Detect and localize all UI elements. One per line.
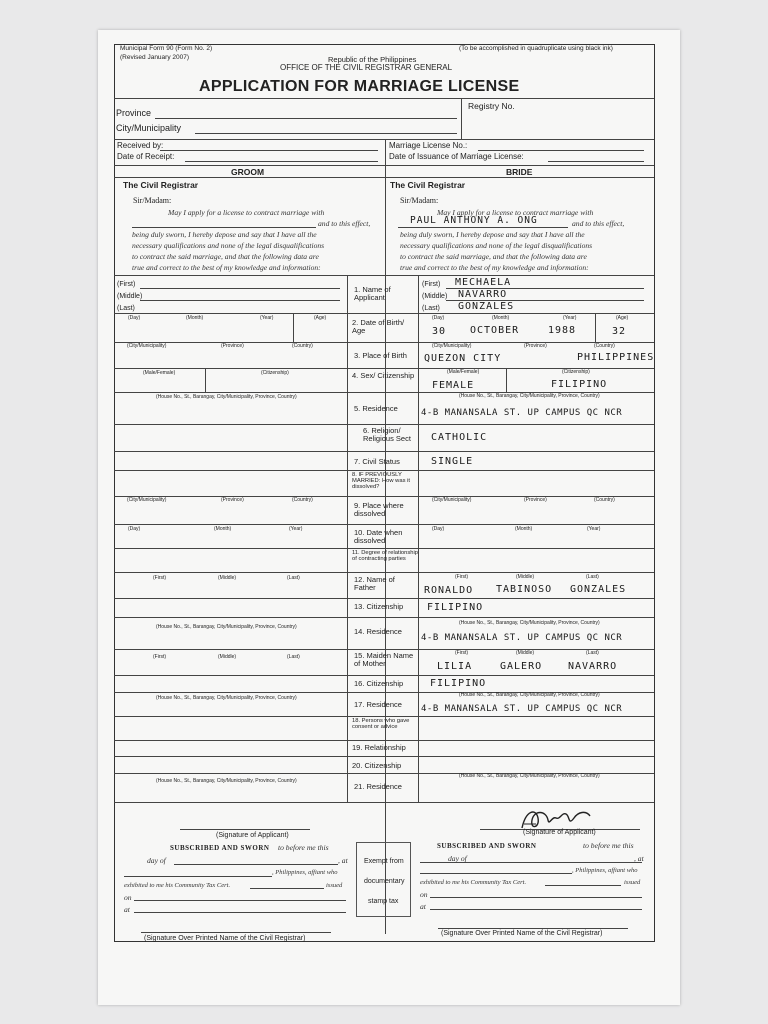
father-middle-name: TABINOSO — [496, 584, 553, 595]
date-receipt-label: Date of Receipt: — [117, 152, 175, 161]
bride-middle-name: NAVARRO — [458, 289, 508, 300]
form-number: Municipal Form 90 (Form No. 2) — [120, 45, 213, 52]
mother-citizenship: FILIPINO — [430, 678, 487, 689]
father-residence: 4-B MANANSALA ST. UP CAMPUS QC NCR — [421, 633, 623, 643]
groom-heading: GROOM — [231, 167, 265, 177]
bride-birth-year: 1988 — [548, 325, 577, 336]
license-no-label: Marriage License No.: — [389, 141, 468, 150]
province-label: Province — [116, 108, 152, 118]
ink-instruction: (To be accomplished in quadruplicate using black ink) — [459, 45, 613, 52]
bride-civil-status: SINGLE — [431, 456, 474, 467]
license-no-field[interactable] — [478, 150, 644, 151]
received-by-label: Received by: — [117, 141, 164, 150]
bride-birth-country: PHILIPPINES — [577, 352, 655, 363]
mother-residence: 4-B MANANSALA ST. UP CAMPUS QC NCR — [421, 704, 623, 714]
groom-partner-field[interactable] — [132, 227, 316, 228]
bride-sex: FEMALE — [432, 380, 475, 391]
row-3-label: 3. Place of Birth — [354, 351, 407, 360]
republic-label: Republic of the Philippines — [328, 55, 417, 64]
bride-birth-day: 30 — [432, 326, 447, 337]
bride-last-name: GONZALES — [458, 301, 515, 312]
father-last-name: GONZALES — [570, 584, 627, 595]
received-by-field[interactable] — [160, 150, 378, 151]
row-11-label: 11. Degree of relationship of contracting parties — [352, 550, 418, 563]
row-9-label: 9. Place where dissolved — [354, 501, 404, 518]
groom-signature-label: (Signature of Applicant) — [216, 832, 289, 839]
registry-label: Registry No. — [468, 101, 515, 111]
bride-first-name: MECHAELA — [455, 277, 512, 288]
city-field[interactable] — [195, 133, 457, 134]
bride-citizenship: FILIPINO — [551, 379, 608, 390]
row-2-label: 2. Date of Birth/ Age — [352, 318, 405, 335]
row-8-label: 8. IF PREVIOUSLY MARRIED: How was it dissolved? — [352, 472, 410, 491]
bride-age: 32 — [612, 326, 627, 337]
row-14-label: 14. Residence — [354, 627, 402, 636]
row-16-label: 16. Citizenship — [354, 679, 404, 688]
father-first-name: RONALDO — [424, 585, 474, 596]
bride-civil-registrar: The Civil Registrar — [390, 180, 466, 190]
city-label: City/Municipality — [116, 123, 182, 133]
province-field[interactable] — [155, 118, 457, 119]
row-20-label: 20. Citizenship — [352, 761, 402, 770]
groom-civil-registrar: The Civil Registrar — [123, 180, 199, 190]
revised-date: (Revised January 2007) — [120, 54, 190, 61]
page-title: APPLICATION FOR MARRIAGE LICENSE — [199, 78, 520, 95]
bride-residence: 4-B MANANSALA ST. UP CAMPUS QC NCR — [421, 408, 623, 418]
row-12-label: 12. Name of Father — [354, 575, 395, 592]
row-19-label: 19. Relationship — [352, 743, 406, 752]
row-6-label: 6. Religion/ Religious Sect — [363, 426, 411, 443]
groom-sir-madam: Sir/Madam: — [133, 196, 172, 205]
bride-signature-label: (Signature of Applicant) — [523, 829, 596, 836]
row-5-label: 5. Residence — [354, 404, 398, 413]
mother-middle-name: GALERO — [500, 661, 543, 672]
row-15-label: 15. Maiden Name of Mother — [354, 651, 414, 668]
mother-first-name: LILIA — [437, 661, 473, 672]
date-issuance-field[interactable] — [548, 161, 644, 162]
row-13-label: 13. Citizenship — [354, 602, 404, 611]
bride-birth-city: QUEZON CITY — [424, 353, 502, 364]
date-receipt-field[interactable] — [185, 161, 378, 162]
father-citizenship: FILIPINO — [427, 602, 484, 613]
bride-heading: BRIDE — [506, 167, 533, 177]
date-issuance-label: Date of Issuance of Marriage License: — [389, 152, 524, 161]
bride-registrar-signature-label: (Signature Over Printed Name of the Civil Registrar) — [441, 930, 603, 937]
row-18-label: 18. Persons who gave consent or advice — [352, 718, 410, 731]
row-21-label: 21. Residence — [354, 782, 402, 791]
bride-birth-month: OCTOBER — [470, 325, 520, 336]
bride-partner-name: PAUL ANTHONY A. ONG — [410, 215, 538, 226]
bride-religion: CATHOLIC — [431, 432, 488, 443]
mother-last-name: NAVARRO — [568, 661, 618, 672]
row-10-label: 10. Date when dissolved — [354, 528, 403, 545]
row-17-label: 17. Residence — [354, 700, 402, 709]
row-7-label: 7. Civil Status — [354, 457, 400, 466]
row-1-label: 1. Name of Applicant — [354, 285, 391, 302]
office-label: OFFICE OF THE CIVIL REGISTRAR GENERAL — [280, 63, 453, 72]
row-4-label: 4. Sex/ Citizenship — [352, 371, 415, 380]
groom-registrar-signature-label: (Signature Over Printed Name of the Civil Registrar) — [144, 935, 306, 942]
bride-sir-madam: Sir/Madam: — [400, 196, 439, 205]
